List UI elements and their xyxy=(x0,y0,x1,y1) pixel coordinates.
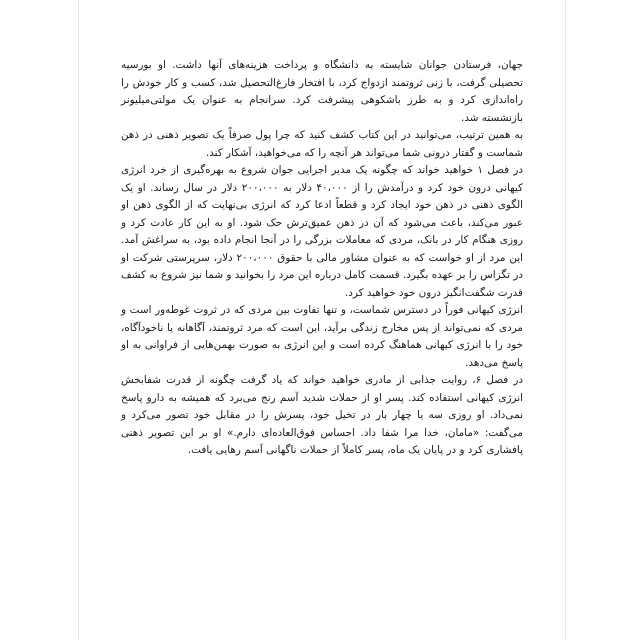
document-page xyxy=(78,0,566,640)
paragraph: در فصل ۶، روایت جذابی از مادری خواهید خواند که یاد گرفت چگونه از قدرت شفابخش انرژی کیهانی استفاده کند. پسر او از حملات شدید آسم رنج می‌برد که همیشه به دارو پاسخ نمی‌داد. او روزی سه یا چهار بار در تخیل خود، پسرش را در مقابل خود تصور می‌کرد و می‌گفت: «مامان، خدا مرا شفا داد. احساس فوق‌العاده‌ای دارم.» او بر این تصویر ذهنی پافشاری کرد و در پایان یک ماه، پسر کاملاً از حملات ناگهانی آسم رهایی یافت. xyxy=(121,374,523,456)
paragraph: در فصل ۱ خواهید خواند که چگونه یک مدیر اجرایی جوان شروع به بهره‌گیری از خرد انرژی کیهانی درون خود کرد و درآمدش را از ۴۰،۰۰۰ دلار به ۲۰۰،۰۰۰ دلار در سال رساند. او یک الگوی ذهنی در ذهن خود ایجاد کرد و قطعاً ادعا کرد که انرژی بی‌نهایت که از الگوی ذهن او عبور می‌کند، باعث می‌شود که آن در ذهن عمیق‌ترش حک شود. او به این کار عادت کرد و روزی هنگام کار در بانک، مردی که معاملات بزرگی را در آنجا انجام داده بود، به سراغش آمد. این مرد از او خواست که به عنوان مشاور مالی با حقوق ۲۰۰،۰۰۰ دلار، سرپرستی شرکت او در تگزاس را بر عهده بگیرد. قسمت کامل درباره این مرد را بخوانید و شما نیز شروع به کشف قدرت شگفت‌انگیز درون خود خواهید کرد. xyxy=(121,164,524,299)
paragraph: انرژی کیهانی فوراً در دسترس شماست، و تنها تفاوت بین مردی که در ثروت غوطه‌ور است و مردی که نمی‌تواند از پس مخارج زندگی برآید، این است که مرد ثروتمند، آگاهانه یا ناخودآگاه، خود را با انرژی کیهانی هماهنگ کرده است و این انرژی به صورت بهمن‌هایی از فراوانی به او پاسخ می‌دهد. xyxy=(121,304,523,369)
paragraph: جهان، فرستادن جوانان شایسته به دانشگاه و پرداخت هزینه‌های آنها داشت. او بورسیه تحصیلی گرفت، با زنی ثروتمند ازدواج کرد، با افتخار فارغ‌التحصیل شد، کسب و کار خودش را راه‌اندازی کرد و به طرز باشکوهی پیشرفت کرد. سرانجام به عنوان یک مولتی‌میلیونر بازنشسته شد. xyxy=(121,59,523,124)
document-body xyxy=(121,57,523,460)
paragraph: به همین ترتیب، می‌توانید در این کتاب کشف کنید که چرا پول صرفاً یک تصویر ذهنی در ذهن شماست و گفتار درونی شما می‌تواند هر آنچه را که می‌خواهید، آشکار کند. xyxy=(121,129,523,159)
